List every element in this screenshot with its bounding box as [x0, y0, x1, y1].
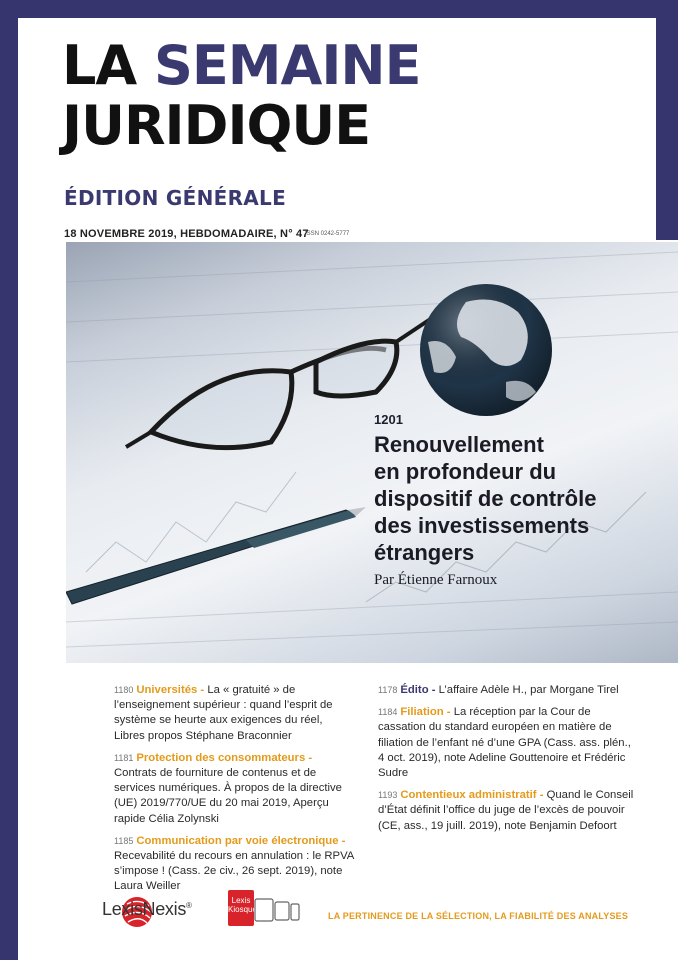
kiosque-line: Lexis	[231, 896, 251, 905]
entry-number: 1180	[114, 685, 134, 695]
lexis-kiosque-badge[interactable]	[228, 890, 257, 926]
brand-name	[102, 899, 192, 920]
entry-number: 1185	[114, 835, 134, 846]
entry-number: 1181	[114, 752, 134, 763]
entry-text: La réception par la Cour de cassation du standard européen en matière de filiation de l’enfant né d’une GPA (Cass. ass. plén., 4 oct. 2019), note Adeline Gouttenoire et Frédéric Sudre	[378, 706, 631, 780]
feature-author: Par Étienne Farnoux	[374, 572, 498, 588]
entry-text: Recevabilité du recours en annulation : le RPVA s’impose ! (Cass. 2e civ., 26 sept. 2019), note Laura Weiller	[114, 850, 354, 893]
footer-tagline: LA PERTINENCE DE LA SÉLECTION, LA FIABILITÉ DES ANALYSES	[328, 911, 629, 921]
frame-left-border	[0, 0, 18, 960]
title-part-la: LA	[62, 34, 155, 97]
cover-image	[66, 242, 678, 663]
summary-entry[interactable]	[378, 683, 636, 698]
frame-top-border	[0, 0, 678, 18]
entry-number: 1193	[378, 790, 398, 801]
entry-text: Quand le Conseil d’État définit l’office du juge de l’excès de pouvoir (CE, ass., 19 juill. 2019), note Benjamin Defoort	[378, 789, 634, 832]
entry-category: Contentieux administratif -	[400, 789, 544, 802]
feature-article[interactable]	[374, 412, 674, 589]
feature-headline-line: des investissements	[374, 513, 590, 538]
edition-label: ÉDITION GÉNÉRALE	[64, 186, 287, 210]
summary-entry[interactable]	[378, 705, 636, 781]
frame-right-border	[656, 0, 678, 240]
entry-category: Communication par voie électronique -	[136, 834, 346, 847]
entry-text: La « gratuité » de l’enseignement supérieur : quand l’esprit de système se heurte aux exigences du réel, Libres propos Stéphane Braconnier	[114, 684, 333, 742]
magazine-title	[62, 36, 421, 156]
title-part-semaine: SEMAINE	[154, 34, 421, 97]
entry-category: Filiation -	[400, 706, 451, 719]
summary-entry[interactable]	[114, 834, 354, 895]
kiosque-line: Kiosque	[228, 905, 257, 914]
title-part-juridique: JURIDIQUE	[62, 94, 371, 157]
pen-icon	[66, 507, 366, 604]
brand-text: LexisNexis	[102, 899, 187, 919]
entry-text: L’affaire Adèle H., par Morgane Tirel	[438, 684, 619, 696]
feature-number: 1201	[374, 412, 403, 427]
globe-icon	[420, 284, 552, 416]
issue-dateline: 18 NOVEMBRE 2019, HEBDOMADAIRE, N° 47	[64, 228, 309, 240]
feature-headline	[374, 431, 674, 566]
feature-headline-line: dispositif de contrôle	[374, 486, 597, 511]
issn-number: ISSN 0242-5777	[305, 231, 350, 237]
entry-number: 1178	[378, 685, 398, 695]
feature-headline-line: en profondeur du	[374, 459, 557, 484]
summary-column-right	[378, 683, 636, 841]
entry-category: Protection des consommateurs -	[136, 751, 313, 764]
devices-icon	[254, 896, 300, 926]
entry-category: Édito -	[400, 684, 436, 696]
entry-number: 1184	[378, 707, 398, 718]
summary-entry[interactable]	[114, 751, 354, 827]
feature-headline-line: Renouvellement	[374, 432, 544, 457]
entry-text: Contrats de fourniture de contenus et de services numériques. À propos de la directive (UE) 2019/770/UE du 20 mai 2019, Aperçu rapide Célia Zolynski	[114, 767, 342, 825]
summary-entry[interactable]	[378, 788, 636, 834]
brand-mark: ®	[186, 901, 192, 910]
feature-headline-line: étrangers	[374, 540, 475, 565]
entry-category: Universités -	[136, 684, 205, 696]
summary-entry[interactable]	[114, 683, 354, 744]
summary-column-left	[114, 683, 354, 902]
